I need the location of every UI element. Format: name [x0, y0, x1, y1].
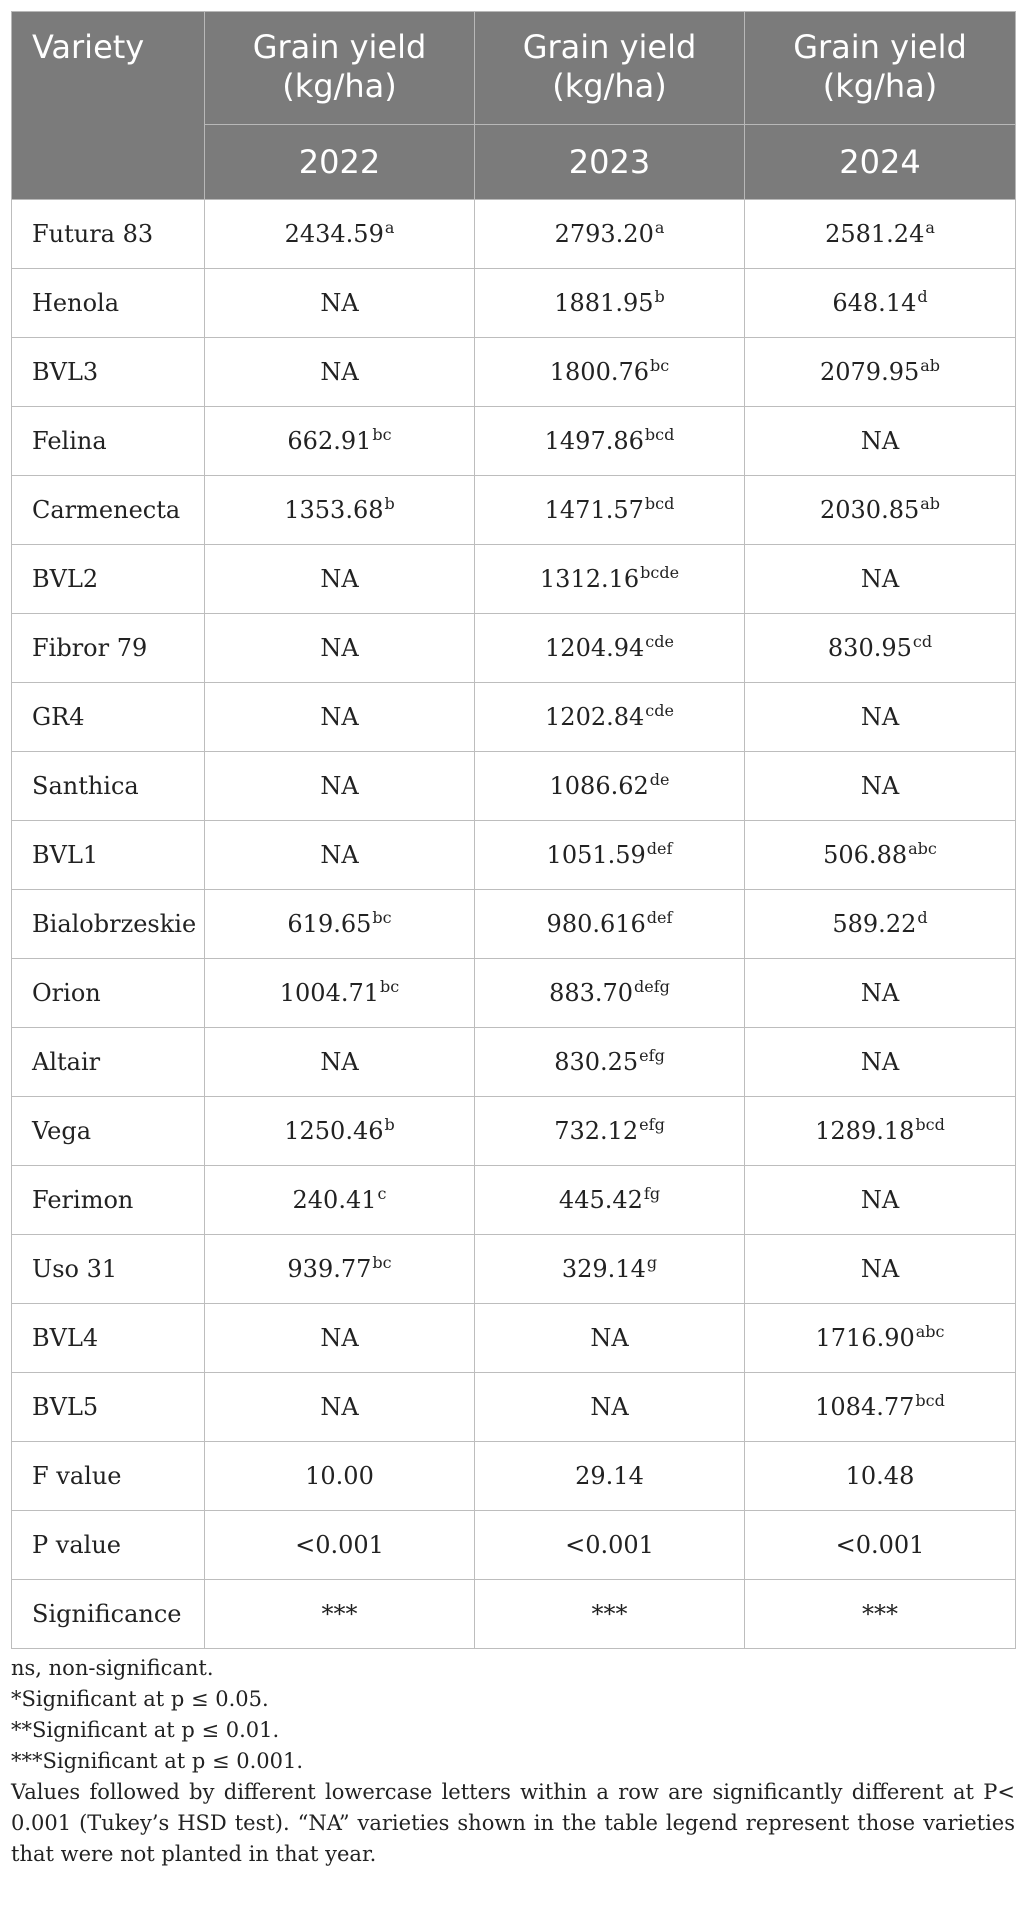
significance-letters: cd: [912, 632, 933, 651]
footnote-p0001: ***Significant at p ≤ 0.001.: [11, 1749, 304, 1773]
cell-value: 1312.16: [539, 565, 640, 593]
value-cell: [745, 269, 1016, 338]
cell-value: ***: [321, 1600, 358, 1628]
variety-cell: BVL1: [12, 821, 205, 890]
significance-letters: fg: [643, 1184, 661, 1203]
header-row-year: [12, 125, 1016, 200]
significance-letters: efg: [639, 1046, 665, 1065]
cell-value: 1471.57: [544, 496, 644, 524]
table-row: [12, 476, 1016, 545]
value-cell: [205, 1442, 475, 1511]
cell-value: 2793.20: [554, 220, 654, 248]
cell-value: 1084.77: [815, 1393, 915, 1421]
footnote-p005: *Significant at p ≤ 0.05.: [11, 1687, 269, 1711]
value-cell: [205, 614, 475, 683]
header-measure-line2: (kg/ha): [282, 67, 397, 105]
cell-value: 619.65: [287, 910, 372, 938]
significance-letters: bcd: [644, 425, 675, 444]
value-cell: [205, 1097, 475, 1166]
value-cell: [205, 338, 475, 407]
cell-value: 883.70: [549, 979, 634, 1007]
cell-value: NA: [590, 1393, 629, 1421]
cell-value: NA: [860, 1255, 900, 1283]
header-row-measure: [12, 12, 1016, 125]
value-cell: [475, 1304, 745, 1373]
variety-cell: Carmenecta: [12, 476, 205, 545]
significance-letters: bc: [372, 425, 392, 444]
cell-value: 1289.18: [815, 1117, 915, 1145]
variety-cell: Fibror 79: [12, 614, 205, 683]
variety-cell: Significance: [12, 1580, 205, 1649]
value-cell: [205, 1511, 475, 1580]
cell-value: 732.12: [554, 1117, 639, 1145]
cell-value: NA: [590, 1324, 629, 1352]
header-measure-2022: [205, 12, 475, 125]
cell-value: 1004.71: [279, 979, 380, 1007]
variety-cell: BVL2: [12, 545, 205, 614]
header-year-2024: 2024: [745, 125, 1016, 200]
variety-cell: Vega: [12, 1097, 205, 1166]
value-cell: [745, 407, 1016, 476]
significance-letters: def: [646, 839, 673, 858]
value-cell: [205, 476, 475, 545]
variety-cell: BVL5: [12, 1373, 205, 1442]
cell-value: ***: [591, 1600, 628, 1628]
table-row: [12, 614, 1016, 683]
table-row: [12, 1166, 1016, 1235]
value-cell: [205, 890, 475, 959]
table-row: [12, 959, 1016, 1028]
cell-value: 830.25: [554, 1048, 639, 1076]
value-cell: [475, 407, 745, 476]
cell-value: 2434.59: [284, 220, 384, 248]
yield-table-container: [11, 11, 1015, 1649]
significance-letters: bcd: [915, 1391, 945, 1410]
value-cell: [475, 1511, 745, 1580]
value-cell: [475, 890, 745, 959]
cell-value: 1202.84: [545, 703, 645, 731]
cell-value: 10.48: [845, 1462, 915, 1490]
table-row: [12, 821, 1016, 890]
footnote-ns: ns, non-significant.: [11, 1656, 214, 1680]
cell-value: 1881.95: [554, 289, 654, 317]
significance-letters: ab: [920, 494, 941, 513]
variety-cell: Felina: [12, 407, 205, 476]
variety-cell: Orion: [12, 959, 205, 1028]
cell-value: NA: [320, 1324, 359, 1352]
cell-value: 830.95: [827, 634, 912, 662]
value-cell: [745, 752, 1016, 821]
value-cell: [475, 1097, 745, 1166]
significance-letters: de: [649, 770, 670, 789]
value-cell: [475, 545, 745, 614]
cell-value: 445.42: [558, 1186, 643, 1214]
significance-letters: a: [384, 218, 395, 237]
footnote-p001: **Significant at p ≤ 0.01.: [11, 1718, 280, 1742]
value-cell: [205, 1235, 475, 1304]
cell-value: 10.00: [305, 1462, 374, 1490]
cell-value: <0.001: [295, 1531, 384, 1559]
cell-value: 1086.62: [549, 772, 649, 800]
significance-letters: ab: [920, 356, 941, 375]
significance-letters: cde: [645, 701, 674, 720]
table-row: [12, 683, 1016, 752]
cell-value: <0.001: [835, 1531, 925, 1559]
value-cell: [745, 1442, 1016, 1511]
significance-letters: bc: [650, 356, 670, 375]
cell-value: 980.616: [546, 910, 646, 938]
table-row: [12, 1304, 1016, 1373]
grain-yield-table: [11, 11, 1016, 1649]
value-cell: [205, 1373, 475, 1442]
value-cell: [475, 752, 745, 821]
footnote-explanation: Values followed by different lowercase letters within a row are significantly different at P< 0.001 (Tukey’s HSD test). “NA” varieties shown in the table legend represent those varieties that were not planted in that year.: [11, 1780, 1015, 1866]
table-row: [12, 1235, 1016, 1304]
table-row: [12, 338, 1016, 407]
cell-value: NA: [320, 841, 359, 869]
header-year-2023: 2023: [475, 125, 745, 200]
cell-value: 1204.94: [545, 634, 645, 662]
cell-value: <0.001: [565, 1531, 654, 1559]
value-cell: [745, 476, 1016, 545]
variety-cell: Bialobrzeskie: [12, 890, 205, 959]
value-cell: [745, 614, 1016, 683]
significance-letters: abc: [908, 839, 937, 858]
variety-cell: Ferimon: [12, 1166, 205, 1235]
table-body: [12, 200, 1016, 1649]
value-cell: [745, 1580, 1016, 1649]
value-cell: [205, 545, 475, 614]
value-cell: [745, 1028, 1016, 1097]
cell-value: NA: [320, 634, 359, 662]
value-cell: [745, 890, 1016, 959]
value-cell: [205, 200, 475, 269]
value-cell: [745, 1235, 1016, 1304]
significance-letters: def: [646, 908, 673, 927]
table-row: [12, 890, 1016, 959]
value-cell: [205, 752, 475, 821]
value-cell: [205, 1580, 475, 1649]
value-cell: [745, 1097, 1016, 1166]
cell-value: 1353.68: [284, 496, 384, 524]
cell-value: 1716.90: [815, 1324, 915, 1352]
cell-value: 1250.46: [284, 1117, 384, 1145]
cell-value: 2030.85: [819, 496, 920, 524]
variety-cell: F value: [12, 1442, 205, 1511]
value-cell: [745, 1304, 1016, 1373]
header-measure-line1: Grain yield: [522, 28, 697, 66]
cell-value: NA: [860, 565, 900, 593]
value-cell: [475, 959, 745, 1028]
value-cell: [745, 1511, 1016, 1580]
significance-letters: abc: [915, 1322, 945, 1341]
significance-letters: bcde: [640, 563, 680, 582]
header-year-2022: 2022: [205, 125, 475, 200]
cell-value: 939.77: [287, 1255, 372, 1283]
cell-value: 240.41: [292, 1186, 377, 1214]
table-row: [12, 1097, 1016, 1166]
cell-value: NA: [860, 1048, 900, 1076]
significance-letters: a: [925, 218, 935, 237]
value-cell: [205, 1304, 475, 1373]
significance-letters: bc: [372, 1253, 392, 1272]
variety-cell: BVL3: [12, 338, 205, 407]
cell-value: 1800.76: [549, 358, 650, 386]
value-cell: [475, 200, 745, 269]
table-row: [12, 200, 1016, 269]
value-cell: [205, 821, 475, 890]
value-cell: [475, 821, 745, 890]
value-cell: [745, 200, 1016, 269]
cell-value: 506.88: [823, 841, 908, 869]
value-cell: [745, 545, 1016, 614]
significance-letters: defg: [634, 977, 670, 996]
cell-value: 648.14: [832, 289, 917, 317]
significance-letters: b: [384, 1115, 395, 1134]
header-measure-2024: [745, 12, 1016, 125]
value-cell: [475, 1580, 745, 1649]
value-cell: [205, 683, 475, 752]
header-measure-line2: (kg/ha): [822, 67, 938, 105]
cell-value: NA: [320, 1393, 359, 1421]
variety-cell: Santhica: [12, 752, 205, 821]
cell-value: NA: [860, 772, 900, 800]
significance-letters: d: [917, 287, 928, 306]
significance-letters: b: [654, 287, 665, 306]
cell-value: 29.14: [575, 1462, 644, 1490]
significance-letters: b: [384, 494, 395, 513]
value-cell: [475, 338, 745, 407]
variety-cell: Futura 83: [12, 200, 205, 269]
variety-cell: Altair: [12, 1028, 205, 1097]
table-header: [12, 12, 1016, 200]
cell-value: NA: [320, 703, 359, 731]
cell-value: 589.22: [832, 910, 917, 938]
cell-value: NA: [860, 979, 900, 1007]
variety-cell: Uso 31: [12, 1235, 205, 1304]
cell-value: 662.91: [287, 427, 372, 455]
value-cell: [475, 269, 745, 338]
table-row: [12, 1511, 1016, 1580]
variety-cell: P value: [12, 1511, 205, 1580]
value-cell: [475, 1028, 745, 1097]
significance-letters: a: [654, 218, 665, 237]
value-cell: [205, 959, 475, 1028]
value-cell: [475, 1442, 745, 1511]
value-cell: [745, 1166, 1016, 1235]
header-measure-2023: [475, 12, 745, 125]
cell-value: 1497.86: [544, 427, 644, 455]
significance-letters: g: [646, 1253, 658, 1272]
significance-letters: bcd: [644, 494, 675, 513]
value-cell: [475, 1235, 745, 1304]
table-row: [12, 545, 1016, 614]
variety-cell: BVL4: [12, 1304, 205, 1373]
table-row: [12, 407, 1016, 476]
header-measure-line2: (kg/ha): [552, 67, 667, 105]
cell-value: NA: [860, 1186, 900, 1214]
cell-value: 2079.95: [819, 358, 920, 386]
table-row: [12, 1373, 1016, 1442]
table-row: [12, 1028, 1016, 1097]
header-variety-spacer: [12, 125, 205, 200]
significance-letters: bcd: [915, 1115, 945, 1134]
significance-letters: efg: [639, 1115, 665, 1134]
value-cell: [475, 683, 745, 752]
significance-letters: bc: [380, 977, 400, 996]
value-cell: [745, 1373, 1016, 1442]
table-row: [12, 752, 1016, 821]
value-cell: [475, 1166, 745, 1235]
value-cell: [745, 683, 1016, 752]
table-row: [12, 1580, 1016, 1649]
table-footnotes: [11, 1653, 1015, 1870]
value-cell: [475, 614, 745, 683]
significance-letters: d: [917, 908, 928, 927]
cell-value: NA: [320, 358, 359, 386]
table-row: [12, 1442, 1016, 1511]
variety-cell: GR4: [12, 683, 205, 752]
value-cell: [205, 269, 475, 338]
cell-value: 329.14: [561, 1255, 646, 1283]
header-measure-line1: Grain yield: [252, 28, 427, 66]
table-row: [12, 269, 1016, 338]
significance-letters: c: [377, 1184, 387, 1203]
cell-value: 1051.59: [546, 841, 646, 869]
header-variety: Variety: [12, 12, 205, 125]
significance-letters: bc: [372, 908, 392, 927]
cell-value: NA: [860, 427, 900, 455]
value-cell: [205, 407, 475, 476]
value-cell: [745, 821, 1016, 890]
significance-letters: cde: [645, 632, 674, 651]
value-cell: [475, 476, 745, 545]
header-measure-line1: Grain yield: [793, 28, 967, 66]
cell-value: NA: [860, 703, 900, 731]
cell-value: 2581.24: [825, 220, 925, 248]
value-cell: [205, 1166, 475, 1235]
cell-value: NA: [320, 772, 359, 800]
value-cell: [745, 338, 1016, 407]
value-cell: [745, 959, 1016, 1028]
cell-value: ***: [862, 1600, 898, 1628]
cell-value: NA: [320, 1048, 359, 1076]
variety-cell: Henola: [12, 269, 205, 338]
cell-value: NA: [320, 565, 359, 593]
cell-value: NA: [320, 289, 359, 317]
value-cell: [475, 1373, 745, 1442]
value-cell: [205, 1028, 475, 1097]
